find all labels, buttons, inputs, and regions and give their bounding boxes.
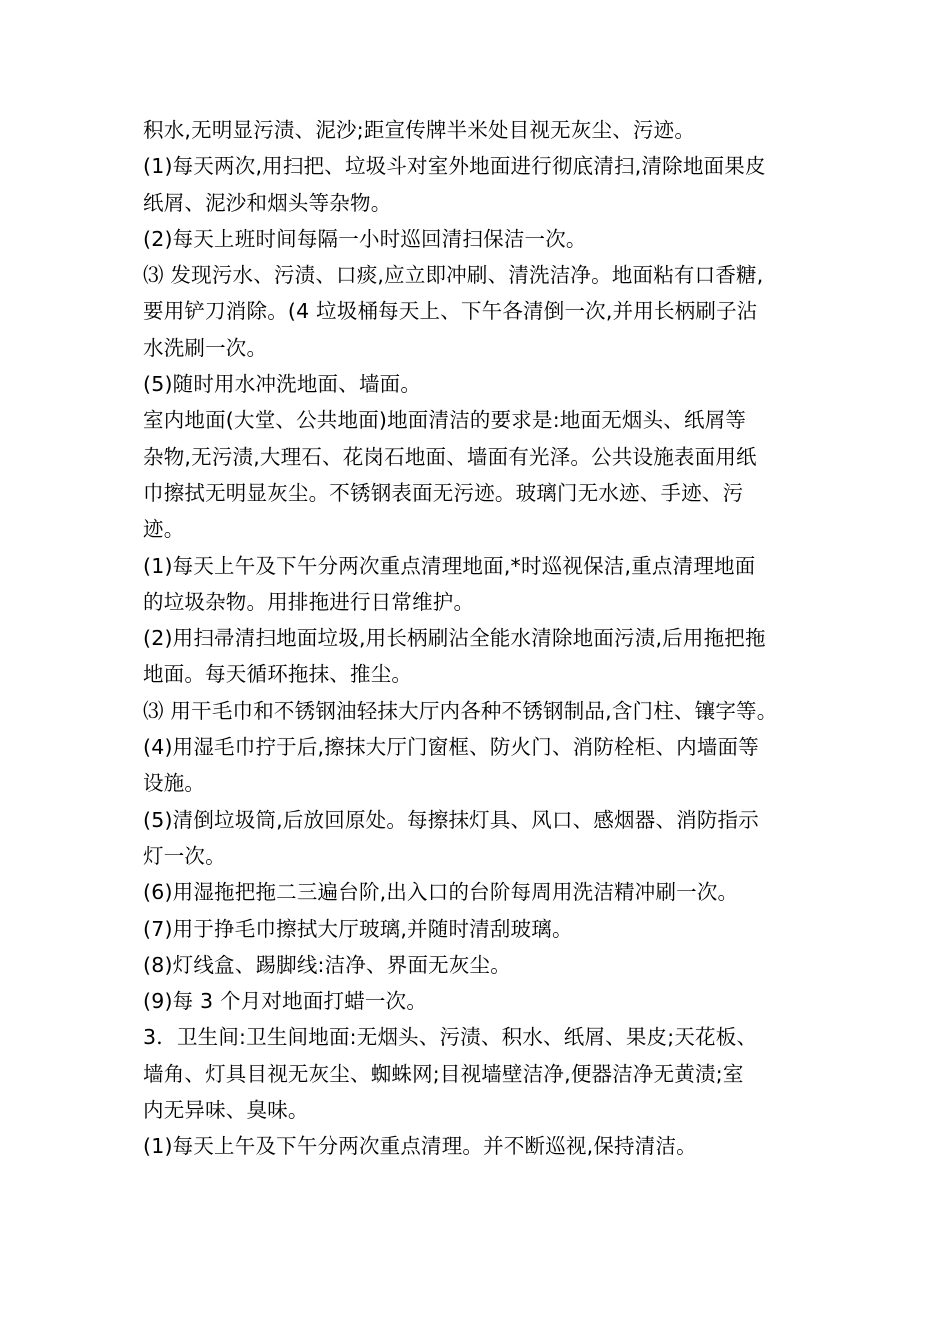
text-line: (7)用于挣毛巾擦拭大厅玻璃,并随时清刮玻璃。 (143, 916, 573, 941)
text-line: 内无异味、臭味。 (143, 1098, 309, 1123)
text-line: 积水,无明显污渍、泥沙;距宣传牌半米处目视无灰尘、污迹。 (143, 118, 696, 142)
text-line: 地面。每天循环拖抹、推尘。 (143, 662, 413, 687)
text-line: (2)每天上班时间每隔一小时巡回清扫保洁一次。 (143, 226, 587, 251)
text-line: 要用铲刀消除。(4 垃圾桶每天上、下午各清倒一次,并用长柄刷子沾 (143, 299, 758, 324)
text-line: 杂物,无污渍,大理石、花岗石地面、墙面有光泽。公共设施表面用纸 (143, 444, 757, 469)
text-line: (2)用扫帚清扫地面垃圾,用长柄刷沾全能水清除地面污渍,后用拖把拖 (143, 626, 766, 651)
text-line: 纸屑、泥沙和烟头等杂物。 (143, 190, 392, 215)
text-line: 灯一次。 (143, 843, 226, 868)
text-line: (1)每天两次,用扫把、垃圾斗对室外地面进行彻底清扫,清除地面果皮 (143, 154, 766, 179)
text-line: (9)每 3 个月对地面打蜡一次。 (143, 989, 428, 1014)
text-line: (6)用湿拖把拖二三遍台阶,出入口的台阶每周用洗洁精冲刷一次。 (143, 880, 739, 905)
text-line: ⑶ 发现污水、污渍、口痰,应立即冲刷、清洗洁净。地面粘有口香糖, (143, 263, 764, 288)
text-line: 设施。 (143, 771, 206, 796)
text-line: (1)每天上午及下午分两次重点清理地面,*时巡视保洁,重点清理地面 (143, 553, 756, 578)
text-line: (8)灯线盒、踢脚线:洁净、界面无灰尘。 (143, 952, 511, 977)
document-body (143, 112, 815, 1165)
text-line: (5)随时用水冲洗地面、墙面。 (143, 372, 422, 397)
text-line: 3．卫生间:卫生间地面:无烟头、污渍、积水、纸屑、果皮;天花板、 (143, 1025, 758, 1050)
text-line: (5)清倒垃圾筒,后放回原处。每擦抹灯具、风口、感烟器、消防指示 (143, 807, 759, 832)
text-line: 室内地面(大堂、公共地面)地面清洁的要求是:地面无烟头、纸屑等 (143, 408, 747, 433)
text-line: 巾擦拭无明显灰尘。不锈钢表面无污迹。玻璃门无水迹、手迹、污 (143, 480, 744, 505)
text-line: (4)用湿毛巾拧于后,擦抹大厅门窗框、防火门、消防栓柜、内墙面等 (143, 735, 759, 760)
text-line: 的垃圾杂物。用排拖进行日常维护。 (143, 589, 475, 614)
text-line: 墙角、灯具目视无灰尘、蜘蛛网;目视墙壁洁净,便器洁净无黄渍;室 (143, 1061, 744, 1086)
text-line: ⑶ 用干毛巾和不锈钢油轻抹大厅内各种不锈钢制品,含门柱、镶字等。 (143, 698, 778, 723)
text-line: (1)每天上午及下午分两次重点清理。并不断巡视,保持清洁。 (143, 1134, 697, 1159)
text-line: 迹。 (143, 517, 185, 542)
text-line: 水洗刷一次。 (143, 335, 268, 360)
